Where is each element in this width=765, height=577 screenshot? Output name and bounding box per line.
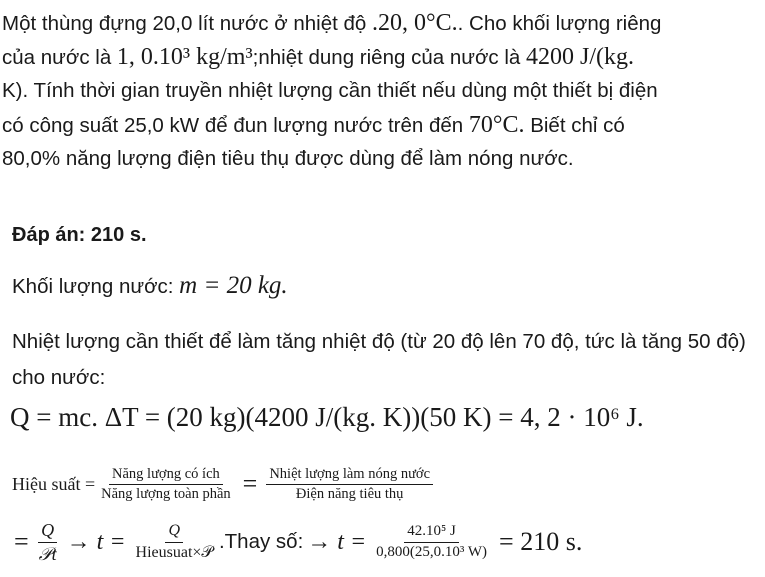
problem-statement: [2, 6, 762, 176]
time-derivation: = $\frac{Q}{\text{𝒫t}}$ → t = $\frac{Q}{\text{Hieusuat×𝒫}}$ .Thay số: → t = $\frac{\text{42.10⁵ J}}{\text{0,800(25,0.10³ W)}}$ = 210 s.: [14, 520, 583, 564]
efficiency-label: Hiệu suất =: [12, 473, 96, 494]
specific-heat-math: 4200 J/(kg.: [526, 44, 634, 70]
time-result: = 210 s.: [499, 527, 583, 557]
problem-line-4: có công suất 25,0 kW để đun lượng nước trên đến 70°C. Biết chỉ có: [2, 112, 625, 138]
mass-math: m = 20 kg.: [179, 272, 288, 299]
efficiency-fraction-1: $\frac{\text{Năng lượng có ích}}{\text{Năng lượng toàn phần}}$: [101, 466, 231, 502]
problem-line-2: của nước là 1, 0.10³ kg/m³;nhiệt dung riêng của nước là 4200 J/(kg.: [2, 44, 634, 70]
heat-equation: Q = mc. ΔT = (20 kg)(4200 J/(kg. K))(50 K) = 4, 2 · 10⁶ J.: [10, 402, 644, 432]
temperature-math: .20, 0°C.: [372, 10, 458, 36]
problem-line-3: K). Tính thời gian truyền nhiệt lượng cần thiết nếu dùng một thiết bị điện: [2, 79, 658, 102]
mass-line: Khối lượng nước: m = 20 kg.: [12, 272, 288, 299]
efficiency-fraction-2: $\frac{\text{Nhiệt lượng làm nóng nước}}{\text{Điện năng tiêu thụ}}$: [266, 466, 433, 502]
time-fraction-2: $\frac{Q}{\text{Hieusuat×𝒫}}$: [135, 522, 213, 561]
problem-line-1: Một thùng đựng 20,0 lít nước ở nhiệt độ .20, 0°C.. Cho khối lượng riêng: [2, 10, 662, 36]
efficiency-formula: Hiệu suất = $\frac{\text{Năng lượng có ích}}{\text{Năng lượng toàn phần}}$ = $\frac{\text{Nhiệt lượng làm nóng nước}}{\text{Điện năng tiêu thụ}}$: [12, 466, 436, 502]
time-fraction-3: $\frac{\text{42.10⁵ J}}{\text{0,800(25,0.10³ W)}}$: [376, 523, 488, 560]
time-fraction-1: $\frac{Q}{\text{𝒫t}}$: [38, 520, 57, 564]
problem-line-5: 80,0% năng lượng điện tiêu thụ được dùng để làm nóng nước.: [2, 147, 574, 170]
target-temperature-math: 70°C.: [468, 112, 525, 138]
heat-description: Nhiệt lượng cần thiết để làm tăng nhiệt độ (từ 20 độ lên 70 độ, tức là tăng 50 độ) cho nước:: [12, 330, 746, 389]
density-math: 1, 0.10³ kg/m³: [116, 44, 253, 70]
answer-label: Đáp án: 210 s.: [12, 224, 147, 246]
